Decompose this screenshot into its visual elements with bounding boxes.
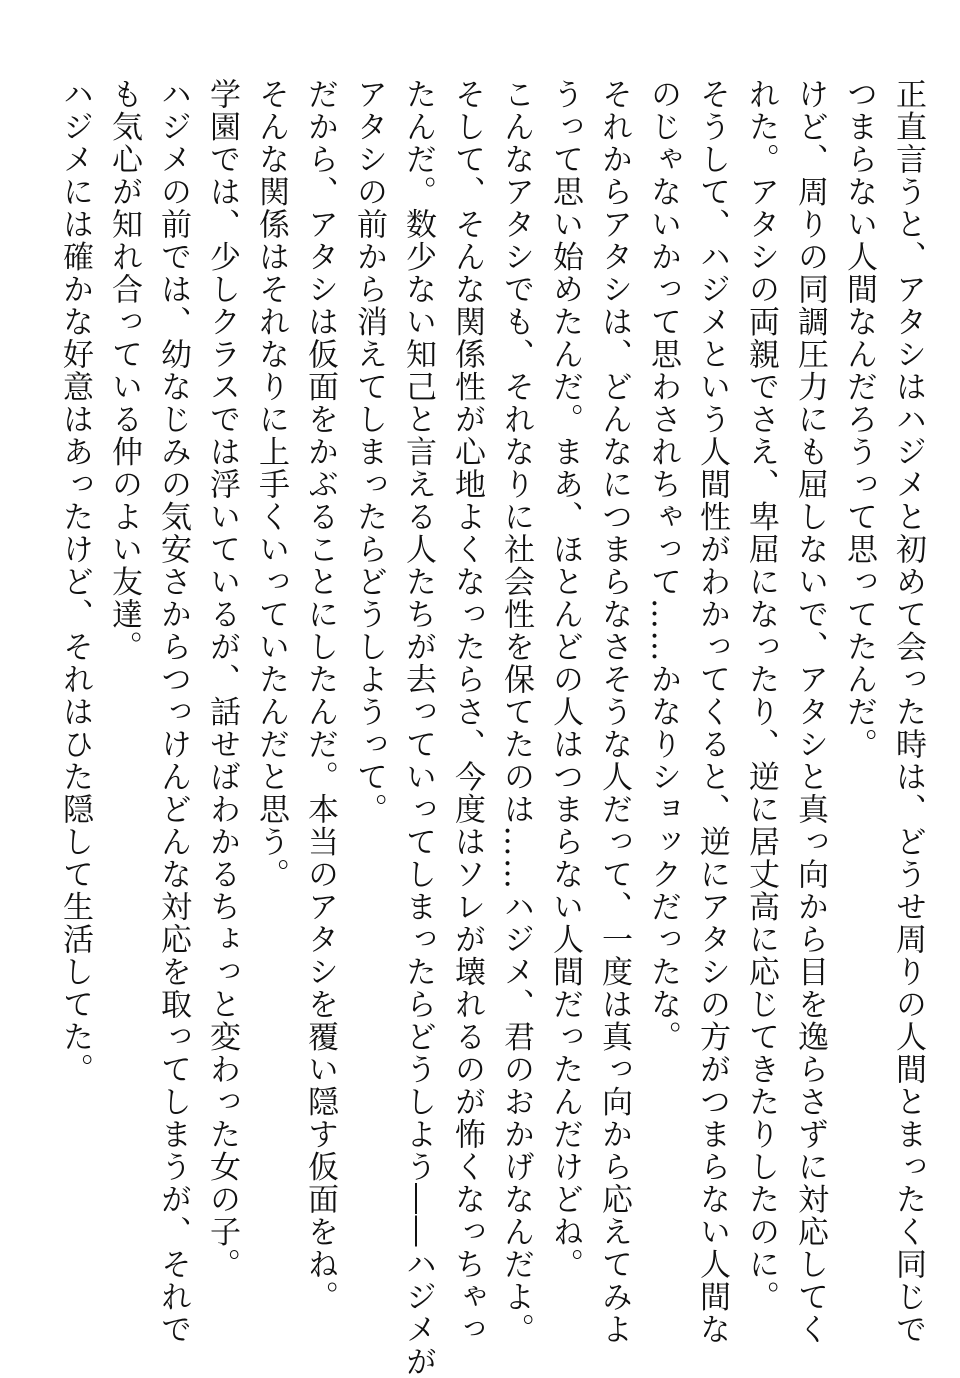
text-line: だから、アタシは仮面をかぶることにしたんだ。本当のアタシを覆い隠す仮面をね。 [302, 78, 338, 1313]
text-line: ハジメの前では、幼なじみの気安さからつっけんどんな対応を取ってしまうが、それで [155, 78, 191, 1346]
text-line: アタシの前から消えてしまったらどうしようって。 [351, 78, 387, 826]
text-line: 学園では、少しクラスでは浮いているが、話せばわかるちょっと変わった女の子。 [204, 78, 240, 1281]
text-line: そして、そんな関係性が心地よくなったらさ、今度はソレが壊れるのが怖くなっちゃっ [449, 78, 485, 1346]
text-line: そうして、ハジメという人間性がわかってくると、逆にアタシの方がつまらない人間な [694, 78, 730, 1346]
text-line: けど、周りの同調圧力にも屈しないで、アタシと真っ向から目を逸らさずに対応してく [792, 78, 828, 1346]
text-line: それからアタシは、どんなにつまらなさそうな人だって、一度は真っ向から応えてみよ [596, 78, 632, 1346]
text-line: うって思い始めたんだ。まあ、ほとんどの人はつまらない人間だったんだけどね。 [547, 78, 583, 1281]
text-line: のじゃないかって思わされちゃって……かなりショックだったな。 [645, 78, 681, 1053]
text-line: ハジメには確かな好意はあったけど、それはひた隠して生活してた。 [57, 78, 93, 1086]
text-line: れた。アタシの両親でさえ、卑屈になったり、逆に居丈高に応じてきたりしたのに。 [743, 78, 779, 1313]
text-line: そんな関係はそれなりに上手くいっていたんだと思う。 [253, 78, 289, 891]
text-line: つまらない人間なんだろうって思ってたんだ。 [841, 78, 877, 761]
text-line: 正直言うと、アタシはハジメと初めて会った時は、どうせ周りの人間とまったく同じで [890, 78, 926, 1346]
text-line: も気心が知れ合っている仲のよい友達。 [106, 78, 142, 663]
text-line: たんだ。数少ない知己と言える人たちが去っていってしまったらどうしよう――ハジメが [400, 78, 436, 1378]
text-line: こんなアタシでも、それなりに社会性を保てたのは……ハジメ、君のおかげなんだよ。 [498, 78, 534, 1346]
